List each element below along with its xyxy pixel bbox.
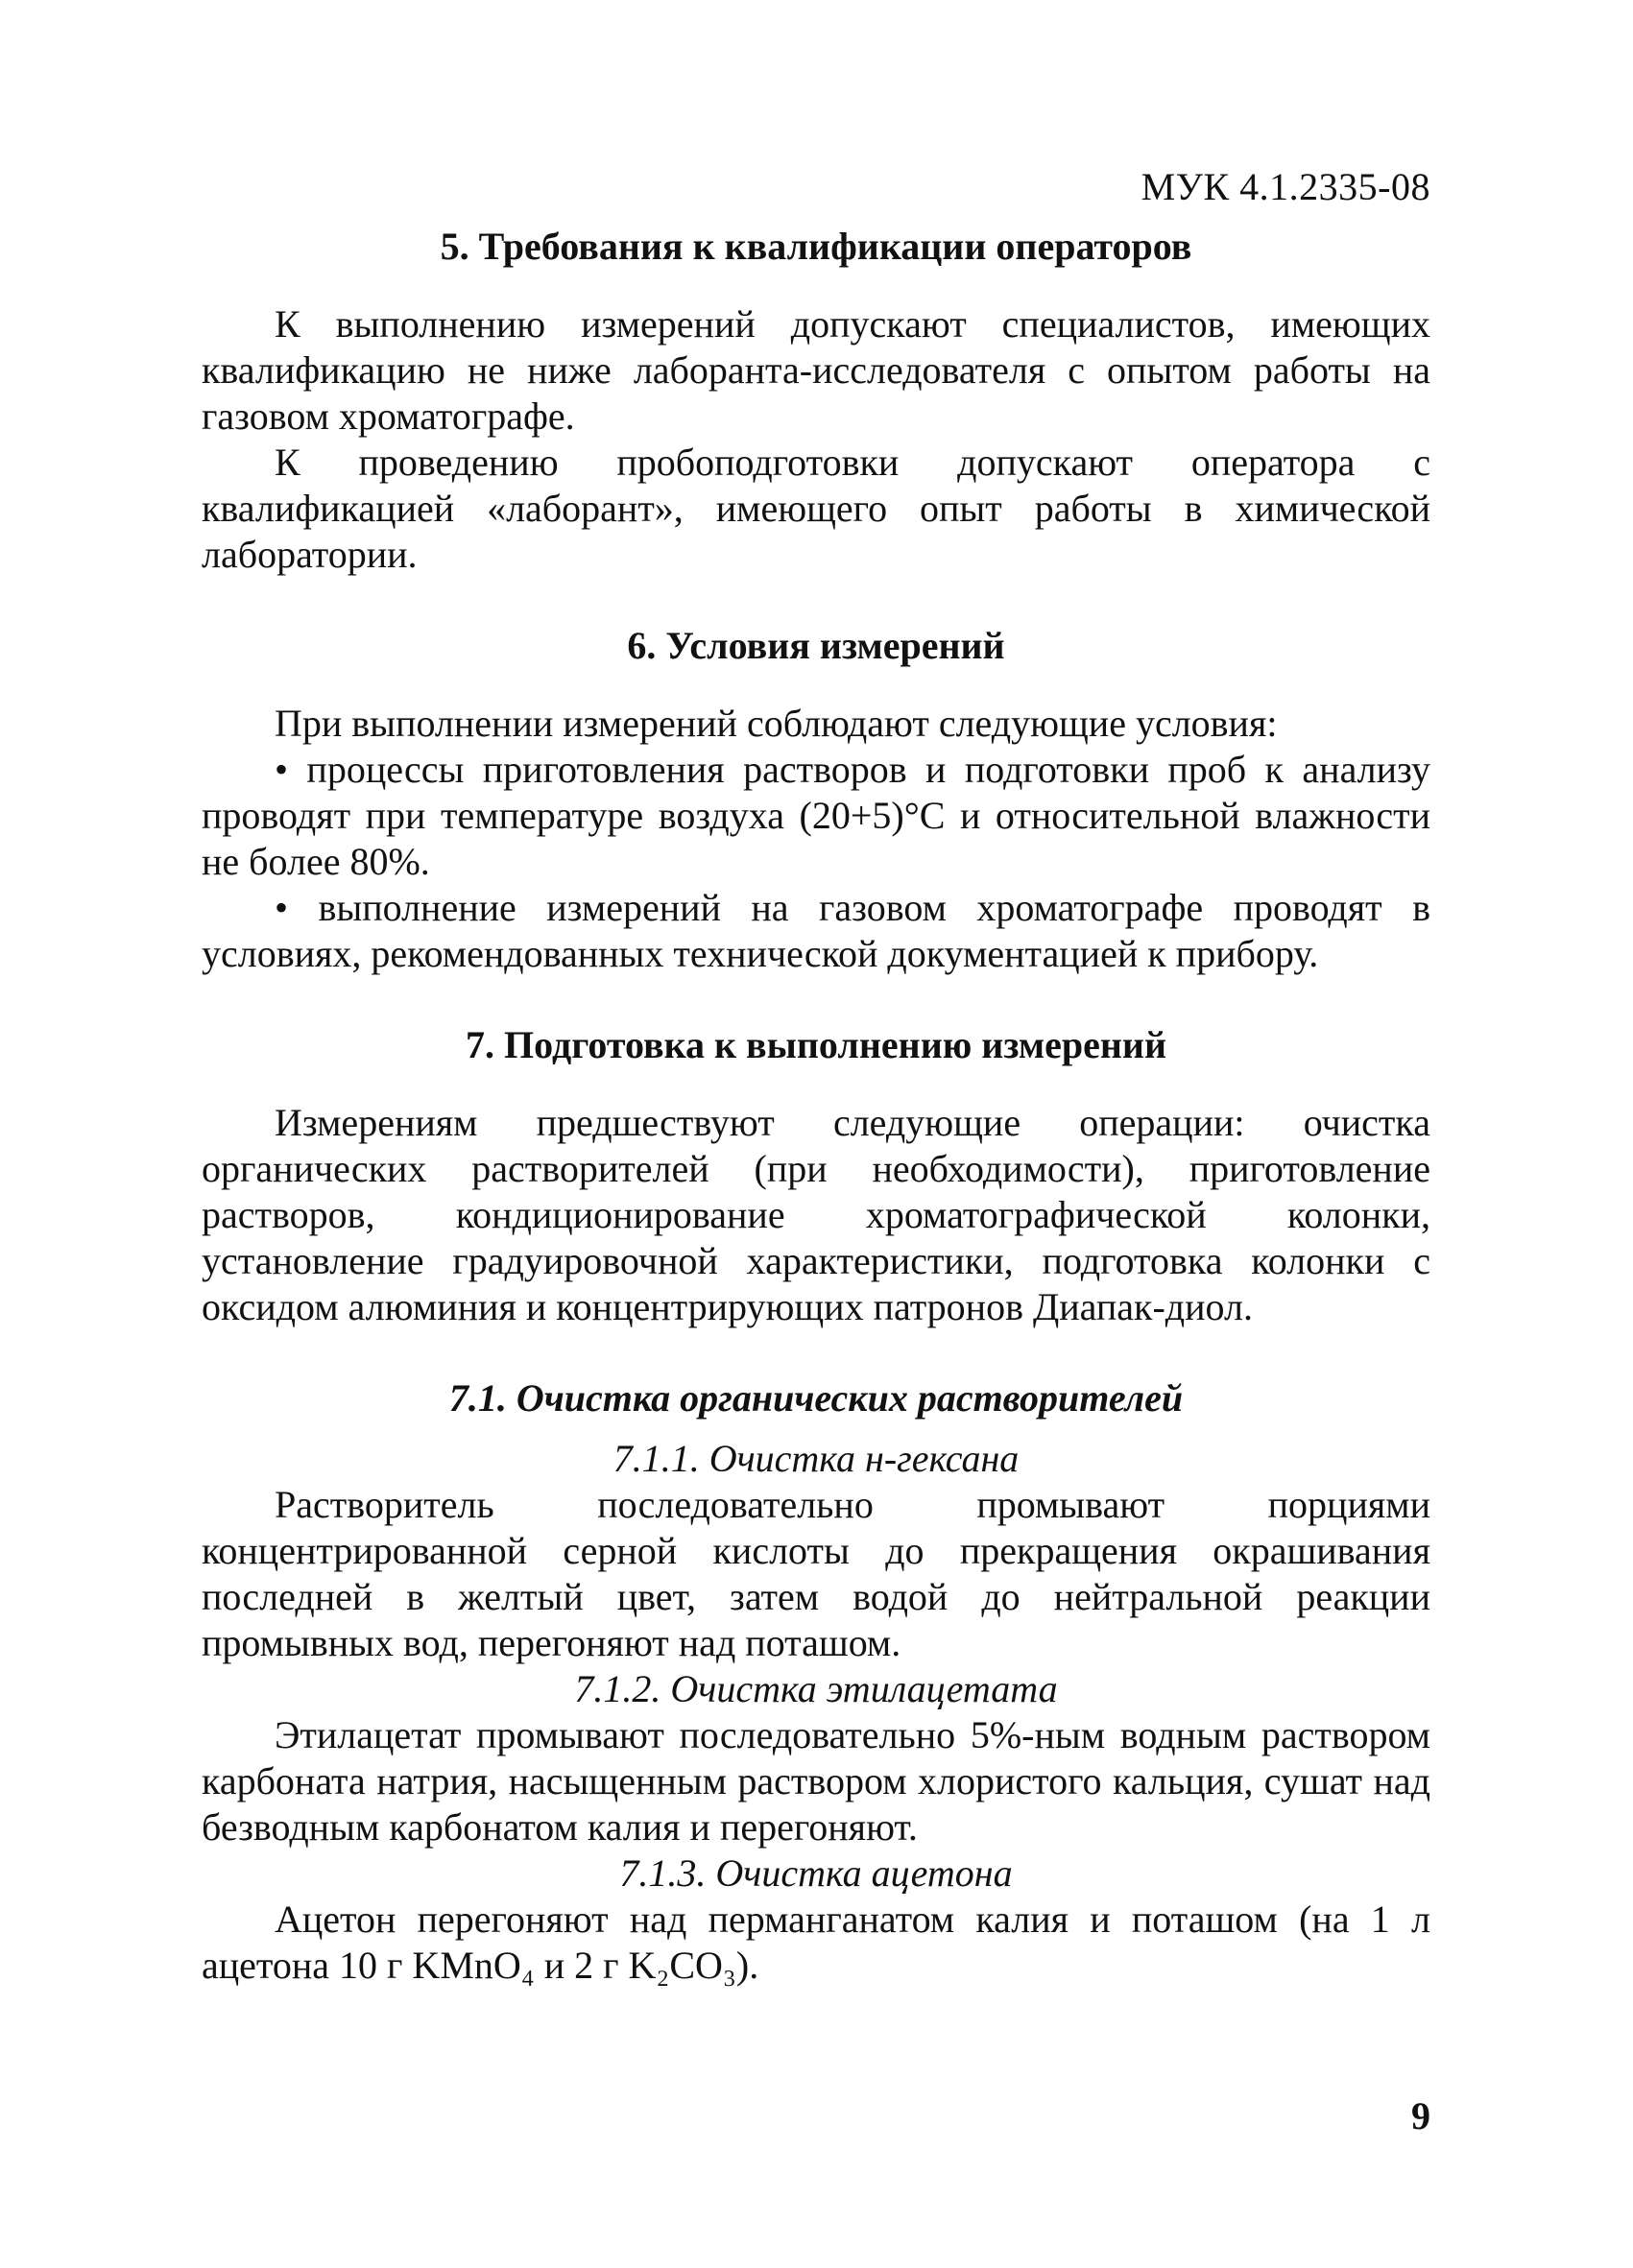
section-7-1-2-text: Этилацетат промывают последовательно 5%-ным водным раствором карбоната натрия, насыщенным раствором хлористого кальция, сушат над безводным карбонатом калия и перегоняют. — [202, 1713, 1430, 1849]
section-7-title: 7. Подготовка к выполнению измерений — [466, 1023, 1166, 1066]
section-5-paragraph-1: К выполнению измерений допускают специалистов, имеющих квалификацию не ниже лаборанта-исследователя с опытом работы на газовом хроматографе. — [202, 302, 1430, 438]
section-7 — [202, 1021, 1430, 1330]
section-6-bullet-2: • выполнение измерений на газовом хроматографе проводят в условиях, рекомендованных технической документацией к прибору. — [202, 886, 1430, 975]
section-7-1-3-title: 7.1.3. Очистка ацетона — [619, 1851, 1013, 1895]
section-7-1-1-text: Растворитель последовательно промывают порциями концентрированной серной кислоты до прекращения окрашивания последней в желтый цвет, затем водой до нейтральной реакции промывных вод, перегоняют над поташом. — [202, 1483, 1430, 1664]
section-7-1-2-title: 7.1.2. Очистка этилацетата — [574, 1667, 1058, 1710]
section-6-bullet-1: • процессы приготовления растворов и подготовки проб к анализу проводят при температуре воздуха (20+5)°С и относительной влажности не более 80%. — [202, 748, 1430, 883]
section-6-title: 6. Условия измерений — [627, 624, 1005, 667]
page-number: 9 — [1411, 2094, 1430, 2137]
document-code: МУК 4.1.2335-08 — [1141, 165, 1430, 208]
section-5-paragraph-2: К проведению пробоподготовки допускают оператора с квалификацией «лаборант», имеющего опыт работы в химической лаборатории. — [202, 441, 1430, 576]
section-7-1 — [202, 1374, 1430, 1989]
section-7-paragraph-1: Измерениям предшествуют следующие операции: очистка органических растворителей (при необходимости), приготовление растворов, кондиционирование хроматографической колонки, установление градуировочной характеристики, подготовка колонки с оксидом алюминия и концентрирующих патронов Диапак-диол. — [202, 1101, 1430, 1328]
section-6-intro: При выполнении измерений соблюдают следующие условия: — [275, 702, 1278, 745]
document-page — [202, 163, 1430, 2140]
section-5 — [202, 223, 1430, 578]
section-7-1-1-title: 7.1.1. Очистка н-гексана — [612, 1437, 1020, 1480]
section-6 — [202, 622, 1430, 977]
section-5-title: 5. Требования к квалификации операторов — [440, 225, 1192, 268]
section-7-1-3-text: Ацетон перегоняют над перманганатом калия и поташом (на 1 л ацетона 10 г KMnO₄ и 2 г K₂CO₃). — [202, 1898, 1430, 1987]
section-7-1-title: 7.1. Очистка органических растворителей — [448, 1376, 1184, 1420]
